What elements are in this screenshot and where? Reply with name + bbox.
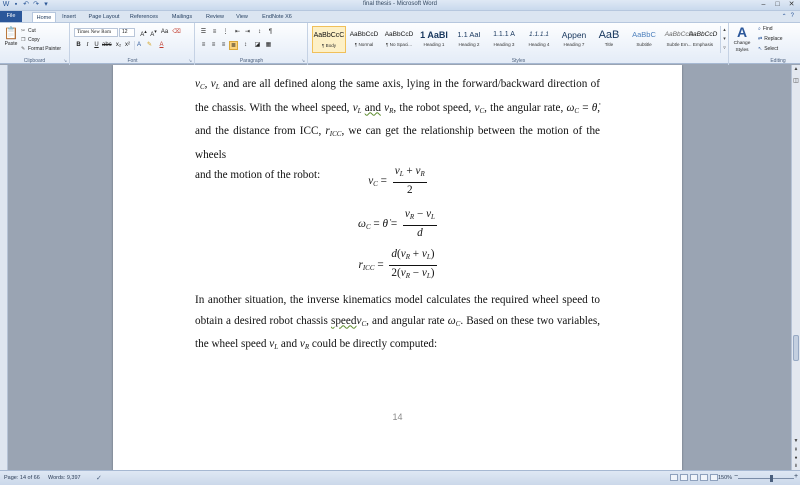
- style-body[interactable]: [312, 26, 346, 53]
- style-preview: AaBbCcD: [688, 31, 718, 38]
- paragraph-label: Paragraph: [239, 58, 264, 64]
- cursor-icon: ↖: [758, 46, 763, 52]
- style-name: ¶ Body: [321, 43, 337, 48]
- clear-formatting-icon[interactable]: ⌫: [172, 29, 181, 35]
- tab-insert[interactable]: Insert: [62, 14, 76, 20]
- strikethrough-icon[interactable]: abc: [102, 42, 112, 48]
- title-bar: [0, 0, 800, 11]
- style-name: ¶ Normal: [354, 42, 374, 47]
- copy-icon: ❐: [21, 37, 26, 43]
- scroll-thumb[interactable]: [793, 335, 799, 361]
- tab-review[interactable]: Review: [205, 14, 225, 20]
- web-layout-icon[interactable]: [690, 474, 698, 481]
- ribbon-tabs: [0, 11, 800, 22]
- print-layout-icon[interactable]: [670, 474, 678, 481]
- cut-label: Cut: [28, 28, 36, 34]
- copy-button[interactable]: [21, 36, 40, 44]
- change-case-icon[interactable]: Aa: [160, 29, 169, 35]
- text-line: and the distance from ICC, $r_{ICC}$, we can get the relationship between the motion of the wheels: [195, 125, 601, 161]
- shading-icon[interactable]: ◪: [254, 42, 261, 48]
- next-page-icon[interactable]: ⇟: [793, 463, 799, 469]
- change-styles-label: Change Styles: [733, 41, 751, 53]
- ribbon: [0, 22, 800, 64]
- style-preview: AaBbCcD: [664, 31, 694, 38]
- style-preview: AaBbCcD: [349, 31, 379, 38]
- previous-page-icon[interactable]: ⇞: [793, 447, 799, 453]
- text-line: In another situation, the inverse kinematics model calculates the required wheel speed to: [195, 294, 600, 306]
- style-subtitle[interactable]: [627, 26, 661, 53]
- grow-font-icon[interactable]: A▴: [140, 29, 147, 38]
- cut-button[interactable]: [21, 27, 36, 35]
- align-right-icon[interactable]: ≡: [221, 42, 226, 48]
- style-no-spacing[interactable]: [382, 26, 416, 53]
- font-label: Font: [127, 58, 138, 64]
- paste-icon: 📋: [3, 26, 19, 40]
- zoom-out-icon[interactable]: −: [734, 473, 739, 480]
- draft-icon[interactable]: [710, 474, 718, 481]
- redo-icon[interactable]: ↷: [33, 1, 39, 8]
- scroll-down-arrow-icon[interactable]: ▼: [793, 438, 799, 444]
- scissors-icon: ✂: [21, 28, 26, 34]
- line-spacing-icon[interactable]: ↕: [244, 42, 247, 48]
- body-paragraph[interactable]: [195, 290, 600, 358]
- font-group: [71, 23, 195, 65]
- text-line: the wheel speed $v_L$ and $v_R$ could be directly computed:: [195, 338, 438, 351]
- text-line: obtain a desired robot chassis speedv$_C$, and angular rate $\omega_C$. Based on these two variables,: [195, 314, 601, 328]
- save-icon[interactable]: ▪: [14, 1, 18, 8]
- highlight-icon[interactable]: ✎: [146, 42, 153, 48]
- paragraph-group: [196, 23, 308, 65]
- view-buttons: [670, 474, 718, 481]
- zoom-slider[interactable]: [738, 478, 794, 479]
- style-heading-4[interactable]: [522, 26, 556, 53]
- ruler-toggle-icon[interactable]: ◫: [793, 78, 799, 84]
- style-heading-7[interactable]: [557, 26, 591, 53]
- tab-references[interactable]: References: [129, 14, 159, 20]
- close-icon[interactable]: ✕: [788, 1, 795, 8]
- clipboard-label: Clipboard: [23, 58, 46, 64]
- find-button[interactable]: [758, 25, 773, 34]
- superscript-icon[interactable]: x²: [125, 42, 130, 48]
- status-bar: [0, 470, 800, 485]
- decrease-indent-icon[interactable]: ⇤: [234, 29, 241, 35]
- style-name: Emphasis: [692, 42, 714, 47]
- outline-icon[interactable]: [700, 474, 708, 481]
- browse-object-icon[interactable]: ●: [794, 455, 798, 461]
- italic-icon[interactable]: I: [86, 42, 89, 48]
- change-styles-button[interactable]: [732, 25, 752, 57]
- zoom-in-icon[interactable]: +: [794, 473, 799, 480]
- page-number: 14: [392, 412, 403, 422]
- style-name: Subtitle: [636, 42, 652, 47]
- binoculars-icon: ⌕: [758, 26, 761, 32]
- style-preview: AaBbCcC: [313, 32, 345, 39]
- subscript-icon[interactable]: x₂: [115, 42, 122, 48]
- style-preview: AaB: [598, 29, 620, 41]
- tab-file[interactable]: File: [0, 11, 22, 22]
- style-name: Title: [604, 42, 614, 47]
- borders-icon[interactable]: ▦: [265, 42, 272, 48]
- customize-qat-icon[interactable]: ▾: [44, 1, 48, 8]
- clipboard-launcher-icon[interactable]: ↘: [63, 58, 67, 63]
- word-app-icon[interactable]: W: [2, 1, 10, 8]
- paste-button[interactable]: [3, 26, 19, 54]
- scroll-up-arrow-icon[interactable]: ▲: [793, 66, 799, 72]
- style-heading-3[interactable]: [487, 26, 521, 53]
- style-name: Heading 1: [423, 42, 445, 47]
- format-painter-label: Format Painter: [28, 46, 62, 52]
- style-normal[interactable]: [347, 26, 381, 53]
- style-name: Heading 2: [458, 42, 480, 47]
- style-name: ¶ No Spaci...: [385, 42, 413, 47]
- word-count-status[interactable]: Words: 9,397: [48, 475, 81, 481]
- styles-label: Styles: [511, 58, 526, 64]
- paragraph-launcher-icon[interactable]: ↘: [301, 58, 305, 63]
- proofing-icon[interactable]: ✓: [96, 475, 102, 482]
- style-preview: 1.1 AaI: [457, 30, 481, 39]
- tab-mailings[interactable]: Mailings: [171, 14, 193, 20]
- style-name: Heading 4: [528, 42, 550, 47]
- vertical-scrollbar[interactable]: [791, 65, 800, 470]
- document-area[interactable]: [9, 65, 791, 470]
- styles-gallery-scroll[interactable]: [720, 26, 728, 53]
- font-launcher-icon[interactable]: ↘: [188, 58, 192, 63]
- zoom-slider-thumb[interactable]: [770, 475, 773, 482]
- text-effects-icon[interactable]: A: [134, 41, 143, 50]
- text-line: $v_C$, $v_L$ and are all defined along the same axis, lying in the forward/backward direction of: [195, 78, 600, 91]
- style-preview: 1.1.1.1: [529, 31, 549, 38]
- more-styles-icon[interactable]: ▿: [723, 45, 726, 51]
- tab-view[interactable]: View: [236, 14, 248, 20]
- tab-page-layout[interactable]: Page Layout: [88, 14, 120, 20]
- style-heading-1[interactable]: [417, 26, 451, 53]
- font-size-select[interactable]: 12: [119, 28, 135, 37]
- ribbon-right-icons: [782, 13, 794, 20]
- zoom-level[interactable]: 150%: [718, 475, 733, 481]
- tab-endnote[interactable]: EndNote X6: [262, 14, 292, 20]
- style-title[interactable]: [592, 26, 626, 53]
- tab-home[interactable]: Home: [32, 12, 56, 22]
- select-button[interactable]: [758, 45, 778, 54]
- style-emphasis[interactable]: [687, 26, 719, 53]
- paintbrush-icon: ✎: [21, 46, 26, 52]
- undo-icon[interactable]: ↶: [23, 1, 29, 8]
- maximize-icon[interactable]: □: [775, 1, 780, 8]
- page-count-status[interactable]: Page: 14 of 66: [4, 475, 40, 481]
- find-label: Find: [762, 26, 773, 32]
- equation-ricc[interactable]: $r_{ICC}$ = $\frac{d(v_R + v_L)}{2(v_R - v_L)}$: [358, 248, 435, 280]
- font-name-select[interactable]: Times New Rom: [74, 28, 118, 37]
- paste-label: Paste: [4, 41, 18, 47]
- style-preview: AaBbCcD: [384, 31, 414, 38]
- style-name: Heading 7: [563, 42, 585, 47]
- style-preview: AaBbC: [632, 30, 656, 39]
- window-controls: [757, 0, 798, 10]
- increase-indent-icon[interactable]: ⇥: [244, 29, 251, 35]
- editing-label: Editing: [770, 58, 786, 64]
- underline-icon[interactable]: U: [94, 42, 99, 48]
- document-page[interactable]: [113, 65, 682, 470]
- help-icon[interactable]: ?: [790, 13, 794, 19]
- style-heading-2[interactable]: [452, 26, 486, 53]
- replace-label: Replace: [764, 36, 783, 42]
- shrink-font-icon[interactable]: A▾: [150, 29, 157, 38]
- style-preview: Appen: [561, 30, 587, 40]
- show-formatting-icon[interactable]: ¶: [268, 29, 273, 35]
- scroll-up-icon[interactable]: ▴: [723, 27, 726, 33]
- align-center-icon[interactable]: ≡: [211, 42, 216, 48]
- equation-vc[interactable]: $v_C$ = $\frac{v_L + v_R}{2}$: [368, 165, 425, 196]
- format-painter-button[interactable]: [21, 45, 61, 53]
- copy-label: Copy: [28, 37, 40, 43]
- editing-group: [756, 23, 800, 65]
- minimize-icon[interactable]: –: [761, 1, 766, 8]
- style-preview: 1.1.1 A: [493, 31, 515, 38]
- replace-button[interactable]: [758, 35, 783, 44]
- minimize-ribbon-icon[interactable]: ⌃: [781, 14, 787, 20]
- bullets-icon[interactable]: ☰: [200, 29, 207, 35]
- style-name: Subtle Em...: [666, 42, 692, 47]
- text-line: and the motion of the robot:: [195, 169, 321, 181]
- numbering-icon[interactable]: ≡: [212, 29, 217, 35]
- styles-group: [309, 23, 729, 65]
- vertical-ruler: [0, 65, 8, 470]
- window-title: final thesis - Microsoft Word: [363, 1, 437, 7]
- clipboard-group: [0, 23, 70, 65]
- full-screen-reading-icon[interactable]: [680, 474, 688, 481]
- justify-icon[interactable]: ≣: [230, 43, 237, 49]
- scroll-down-icon[interactable]: ▾: [723, 36, 726, 42]
- font-color-icon[interactable]: A: [159, 42, 164, 48]
- select-label: Select: [764, 46, 779, 52]
- text-line: the chassis. With the wheel speed, $v_L$ and $v_R$, the robot speed, $v_C$, the angular rate, $\omega_C$ = θ̇,: [195, 101, 601, 115]
- style-name: Heading 3: [493, 42, 515, 47]
- change-styles-icon: A: [736, 24, 748, 40]
- multilevel-list-icon[interactable]: ⋮: [222, 29, 229, 35]
- equation-omega[interactable]: $\omega_C$ = θ̇ = $\frac{v_R - v_L}{d}$: [358, 208, 435, 239]
- replace-icon: ⇄: [758, 36, 763, 42]
- bold-icon[interactable]: B: [76, 42, 81, 48]
- align-left-icon[interactable]: ≡: [201, 42, 206, 48]
- style-preview: 1 AaBl: [420, 30, 448, 40]
- sort-icon[interactable]: ↕: [258, 29, 261, 35]
